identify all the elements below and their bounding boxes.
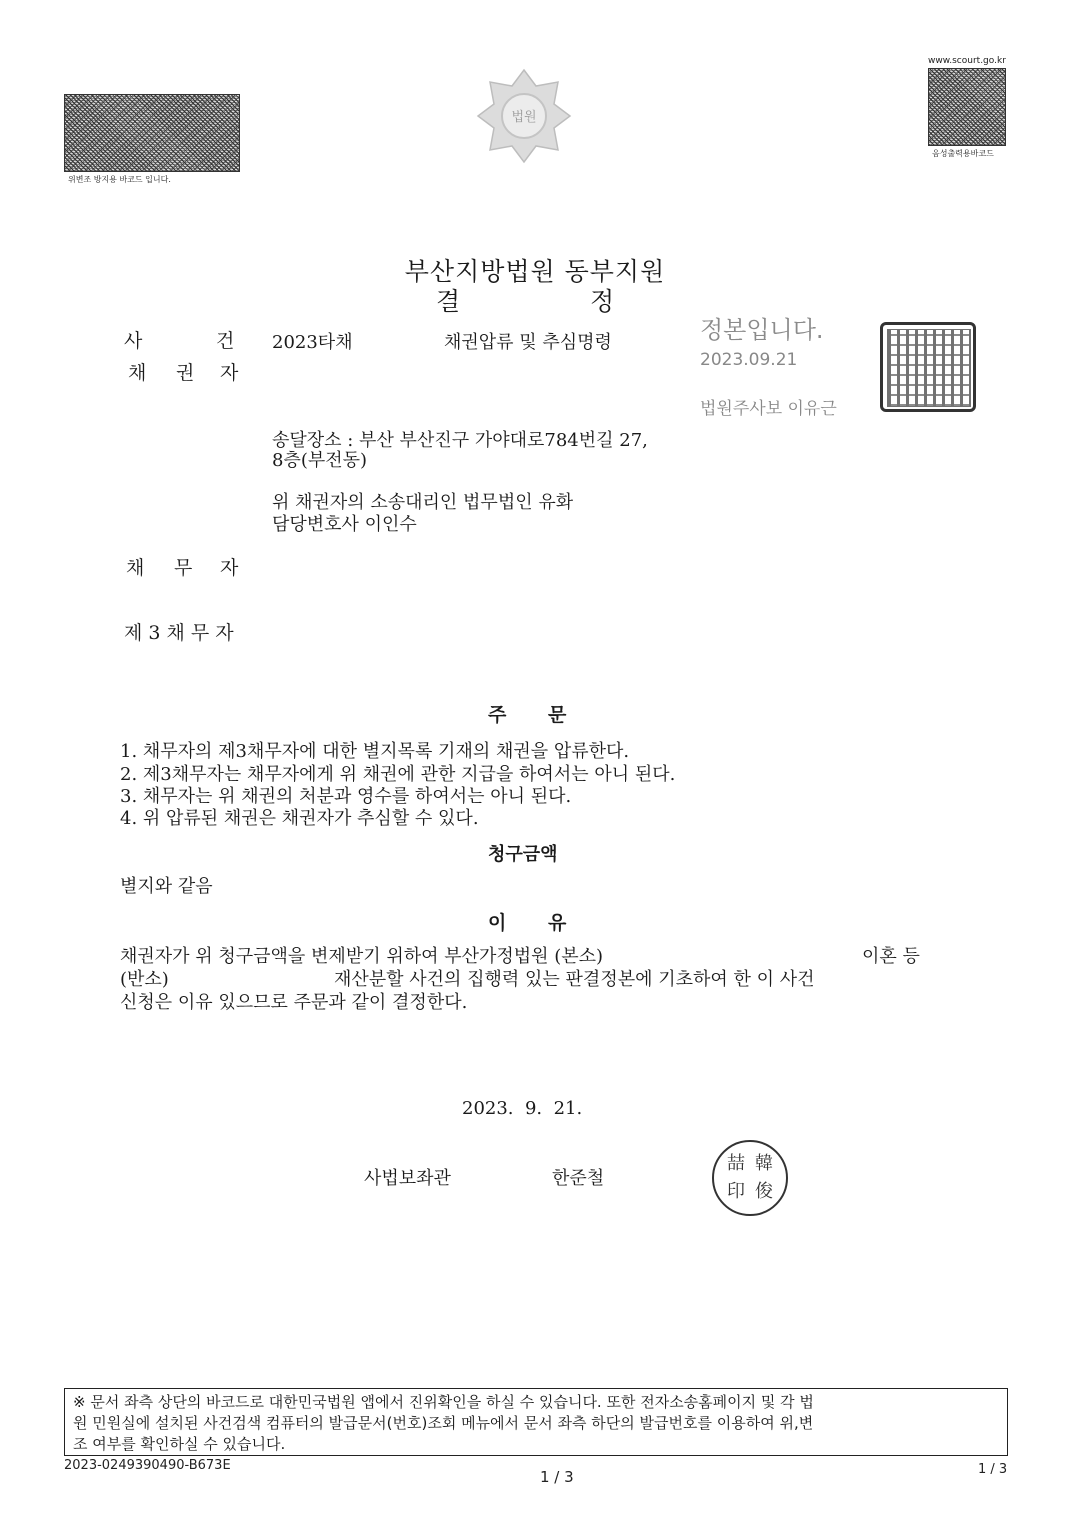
notice-line2: 원 민원실에 설치된 사건검색 컴퓨터의 발급문서(번호)조회 메뉴에서 문서 좌측 하단의 발급번호를 이용하여 위,변: [73, 1414, 814, 1432]
creditor-agent-line1: 위 채권자의 소송대리인 법무법인 유화: [272, 492, 574, 513]
verification-notice: [64, 1388, 1008, 1456]
creditor-label-2: 권: [176, 362, 195, 384]
doc-type-char-1: 결: [436, 287, 462, 316]
case-name: 채권압류 및 추심명령: [444, 332, 612, 353]
claim-text: 별지와 같음: [120, 876, 213, 897]
court-url: www.scourt.go.kr: [928, 56, 1006, 66]
court-name: 부산지방법원 동부지원: [404, 257, 666, 286]
claim-heading: 청구금액: [488, 844, 558, 865]
certified-copy-date: 2023.09.21: [700, 350, 798, 370]
case-number: 2023타채: [272, 332, 353, 353]
reason-line1-b: 이혼 등: [862, 946, 920, 967]
seal-char-2: 韓: [755, 1153, 773, 1174]
order-heading-1: 주: [488, 704, 507, 726]
debtor-label-1: 채: [126, 557, 145, 579]
signer-seal: [712, 1140, 788, 1216]
reason-line2-a: (반소): [120, 969, 169, 990]
signer-title: 사법보좌관: [364, 1168, 451, 1189]
voice-output-barcode: [928, 68, 1006, 146]
court-emblem: [474, 66, 574, 166]
issue-number: 2023-0249390490-B673E: [64, 1458, 231, 1473]
reason-line2-b: 재산분할 사건의 집행력 있는 판결정본에 기초하여 한 이 사건: [334, 969, 815, 990]
creditor-address-line1: 송달장소 : 부산 부산진구 가야대로784번길 27,: [272, 430, 648, 451]
creditor-address-line2: 8층(부전동): [272, 450, 368, 471]
debtor-label-2: 무: [174, 557, 193, 579]
notice-line3: 조 여부를 확인하실 수 있습니다.: [73, 1435, 286, 1453]
debtor-label-3: 자: [220, 557, 239, 579]
order-item-3: 3. 채무자는 위 채권의 처분과 영수를 하여서는 아니 된다.: [120, 786, 572, 807]
signer-name: 한준철: [552, 1168, 605, 1189]
notice-line1: ※ 문서 좌측 상단의 바코드로 대한민국법원 앱에서 진위확인을 하실 수 있습니다. 또한 전자소송홈페이지 및 각 법: [73, 1393, 814, 1411]
case-label-2: 건: [216, 330, 235, 352]
order-item-4: 4. 위 압류된 채권은 채권자가 추심할 수 있다.: [120, 808, 479, 829]
certified-copy-label: 정본입니다.: [700, 316, 824, 344]
page-number-right: 1 / 3: [978, 1462, 1008, 1477]
decision-date: 2023. 9. 21.: [462, 1098, 583, 1119]
creditor-agent-line2: 담당변호사 이인수: [272, 514, 417, 535]
seal-char-3: 印: [727, 1181, 745, 1202]
officer-seal: [880, 322, 976, 412]
anti-forgery-barcode: [64, 94, 240, 172]
doc-type-char-2: 정: [590, 287, 616, 316]
reason-heading-1: 이: [488, 912, 507, 934]
reason-heading-2: 유: [548, 912, 567, 934]
seal-char-4: 俊: [755, 1181, 773, 1202]
order-item-2: 2. 제3채무자는 채무자에게 위 채권에 관한 지급을 하여서는 아니 된다.: [120, 764, 676, 785]
third-debtor-label: 제 3 채 무 자: [124, 622, 234, 644]
seal-char-1: 喆: [727, 1153, 745, 1174]
case-label-1: 사: [124, 330, 143, 352]
page-number-center: 1 / 3: [540, 1468, 574, 1486]
reason-line3: 신청은 이유 있으므로 주문과 같이 결정한다.: [120, 992, 468, 1013]
creditor-label-3: 자: [220, 362, 239, 384]
right-barcode-caption: 음성출력용바코드: [932, 149, 994, 158]
creditor-label-1: 채: [128, 362, 147, 384]
left-barcode-caption: 위변조 방지용 바코드 입니다.: [68, 175, 171, 184]
order-item-1: 1. 채무자의 제3채무자에 대한 별지목록 기재의 채권을 압류한다.: [120, 741, 630, 762]
order-heading-2: 문: [548, 704, 567, 726]
reason-line1-a: 채권자가 위 청구금액을 변제받기 위하여 부산가정법원 (본소): [120, 946, 604, 967]
emblem-text: 법원: [511, 110, 537, 125]
certified-copy-officer: 법원주사보 이유근: [700, 399, 837, 419]
